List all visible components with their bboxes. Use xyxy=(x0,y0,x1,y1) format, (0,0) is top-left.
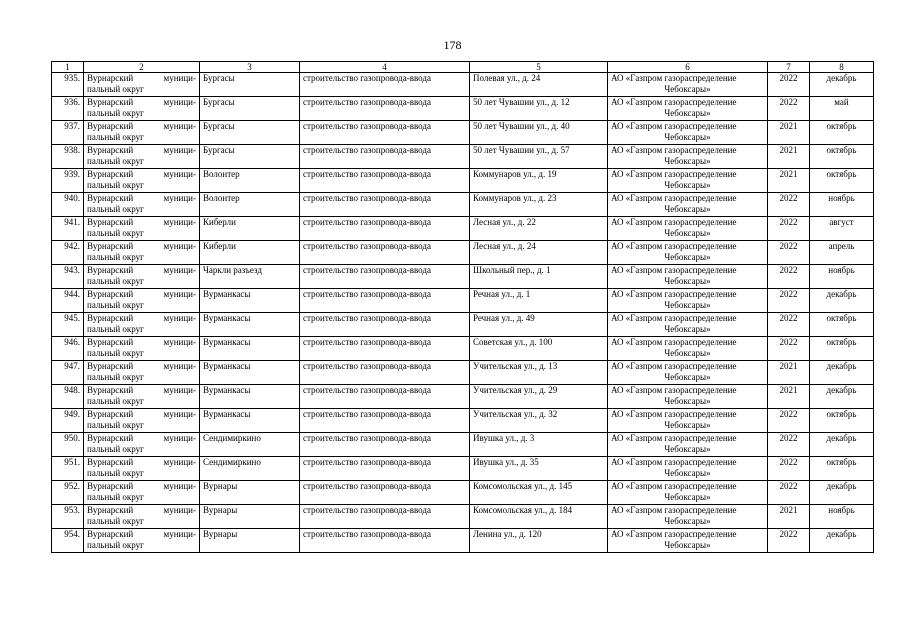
year-cell: 2022 xyxy=(768,97,810,121)
district-name: Вурнарский xyxy=(87,121,134,131)
organization-cell xyxy=(608,73,768,97)
month-cell: октябрь xyxy=(810,121,874,145)
row-number: 948. xyxy=(52,385,84,409)
organization-line1: АО «Газпром газораспределение xyxy=(611,217,737,227)
district-name: Вурнарский xyxy=(87,409,134,419)
table-row xyxy=(52,121,874,145)
organization-line1: АО «Газпром газораспределение xyxy=(611,505,737,515)
table-row xyxy=(52,529,874,553)
district-type-part2: пальный округ xyxy=(87,540,144,550)
month-cell: октябрь xyxy=(810,169,874,193)
organization-line2: Чебоксары» xyxy=(664,252,711,262)
year-cell: 2022 xyxy=(768,433,810,457)
district-type-part2: пальный округ xyxy=(87,204,144,214)
district-name: Вурнарский xyxy=(87,313,134,323)
row-number: 952. xyxy=(52,481,84,505)
settlement-cell: Бургасы xyxy=(200,73,300,97)
row-number: 939. xyxy=(52,169,84,193)
table-row xyxy=(52,97,874,121)
organization-line1: АО «Газпром газораспределение xyxy=(611,529,737,539)
work-type-cell: строительство газопровода-ввода xyxy=(300,193,470,217)
district-type-part2: пальный округ xyxy=(87,468,144,478)
organization-line2: Чебоксары» xyxy=(664,444,711,454)
organization-line2: Чебоксары» xyxy=(664,156,711,166)
month-cell: октябрь xyxy=(810,409,874,433)
district-type-part1: муници- xyxy=(163,121,196,131)
year-cell: 2022 xyxy=(768,289,810,313)
settlement-cell: Вурманкасы xyxy=(200,313,300,337)
district-type-part2: пальный округ xyxy=(87,516,144,526)
table-row xyxy=(52,145,874,169)
organization-line1: АО «Газпром газораспределение xyxy=(611,265,737,275)
table-row xyxy=(52,73,874,97)
row-number: 944. xyxy=(52,289,84,313)
organization-cell xyxy=(608,217,768,241)
work-type-cell: строительство газопровода-ввода xyxy=(300,97,470,121)
district-type-part2: пальный округ xyxy=(87,492,144,502)
column-header: 8 xyxy=(810,62,874,73)
district-type-part1: муници- xyxy=(163,145,196,155)
address-cell: Полевая ул., д. 24 xyxy=(470,73,608,97)
row-number: 954. xyxy=(52,529,84,553)
month-cell: октябрь xyxy=(810,457,874,481)
district-cell xyxy=(84,361,200,385)
work-type-cell: строительство газопровода-ввода xyxy=(300,145,470,169)
work-type-cell: строительство газопровода-ввода xyxy=(300,385,470,409)
address-cell: Ивушка ул., д. 35 xyxy=(470,457,608,481)
organization-line2: Чебоксары» xyxy=(664,108,711,118)
column-header: 6 xyxy=(608,62,768,73)
month-cell: апрель xyxy=(810,241,874,265)
district-type-part1: муници- xyxy=(163,97,196,107)
year-cell: 2021 xyxy=(768,145,810,169)
district-type-part2: пальный округ xyxy=(87,276,144,286)
month-cell: декабрь xyxy=(810,529,874,553)
district-cell xyxy=(84,505,200,529)
organization-cell xyxy=(608,145,768,169)
row-number: 936. xyxy=(52,97,84,121)
row-number: 950. xyxy=(52,433,84,457)
row-number: 947. xyxy=(52,361,84,385)
organization-line2: Чебоксары» xyxy=(664,420,711,430)
month-cell: декабрь xyxy=(810,433,874,457)
header-row xyxy=(52,62,874,73)
organization-line2: Чебоксары» xyxy=(664,492,711,502)
district-type-part1: муници- xyxy=(163,409,196,419)
organization-line2: Чебоксары» xyxy=(664,180,711,190)
district-cell xyxy=(84,529,200,553)
district-type-part2: пальный округ xyxy=(87,324,144,334)
organization-cell xyxy=(608,457,768,481)
month-cell: ноябрь xyxy=(810,265,874,289)
row-number: 942. xyxy=(52,241,84,265)
district-type-part1: муници- xyxy=(163,385,196,395)
table-row xyxy=(52,361,874,385)
year-cell: 2022 xyxy=(768,481,810,505)
district-name: Вурнарский xyxy=(87,529,134,539)
work-type-cell: строительство газопровода-ввода xyxy=(300,481,470,505)
district-type-part1: муници- xyxy=(163,193,196,203)
district-name: Вурнарский xyxy=(87,337,134,347)
organization-line2: Чебоксары» xyxy=(664,348,711,358)
district-type-part2: пальный округ xyxy=(87,180,144,190)
address-cell: 50 лет Чувашии ул., д. 12 xyxy=(470,97,608,121)
district-type-part1: муници- xyxy=(163,265,196,275)
month-cell: май xyxy=(810,97,874,121)
district-type-part1: муници- xyxy=(163,169,196,179)
district-type-part2: пальный округ xyxy=(87,156,144,166)
district-type-part2: пальный округ xyxy=(87,84,144,94)
district-name: Вурнарский xyxy=(87,265,134,275)
district-cell xyxy=(84,433,200,457)
row-number: 945. xyxy=(52,313,84,337)
organization-line2: Чебоксары» xyxy=(664,516,711,526)
work-type-cell: строительство газопровода-ввода xyxy=(300,241,470,265)
district-cell xyxy=(84,97,200,121)
month-cell: декабрь xyxy=(810,289,874,313)
work-type-cell: строительство газопровода-ввода xyxy=(300,337,470,361)
organization-cell xyxy=(608,97,768,121)
organization-line2: Чебоксары» xyxy=(664,132,711,142)
organization-line2: Чебоксары» xyxy=(664,324,711,334)
district-name: Вурнарский xyxy=(87,289,134,299)
work-type-cell: строительство газопровода-ввода xyxy=(300,265,470,289)
address-cell: Советская ул., д. 100 xyxy=(470,337,608,361)
work-type-cell: строительство газопровода-ввода xyxy=(300,289,470,313)
district-name: Вурнарский xyxy=(87,457,134,467)
organization-cell xyxy=(608,121,768,145)
table-row xyxy=(52,241,874,265)
year-cell: 2022 xyxy=(768,409,810,433)
settlement-cell: Сендимиркино xyxy=(200,433,300,457)
table-body xyxy=(52,73,874,553)
settlement-cell: Бургасы xyxy=(200,145,300,169)
organization-line2: Чебоксары» xyxy=(664,372,711,382)
organization-line1: АО «Газпром газораспределение xyxy=(611,193,737,203)
organization-cell xyxy=(608,505,768,529)
district-cell xyxy=(84,73,200,97)
table-row xyxy=(52,457,874,481)
row-number: 935. xyxy=(52,73,84,97)
settlement-cell: Бургасы xyxy=(200,121,300,145)
table-row xyxy=(52,481,874,505)
address-cell: Коммунаров ул., д. 23 xyxy=(470,193,608,217)
table-row xyxy=(52,169,874,193)
district-name: Вурнарский xyxy=(87,169,134,179)
column-header: 2 xyxy=(84,62,200,73)
table-row xyxy=(52,193,874,217)
address-cell: Речная ул., д. 1 xyxy=(470,289,608,313)
work-type-cell: строительство газопровода-ввода xyxy=(300,409,470,433)
organization-line1: АО «Газпром газораспределение xyxy=(611,481,737,491)
district-type-part1: муници- xyxy=(163,313,196,323)
organization-line1: АО «Газпром газораспределение xyxy=(611,289,737,299)
organization-line2: Чебоксары» xyxy=(664,468,711,478)
district-type-part1: муници- xyxy=(163,433,196,443)
settlement-cell: Вурманкасы xyxy=(200,289,300,313)
organization-cell xyxy=(608,481,768,505)
column-header: 3 xyxy=(200,62,300,73)
year-cell: 2022 xyxy=(768,337,810,361)
district-type-part2: пальный округ xyxy=(87,348,144,358)
district-cell xyxy=(84,313,200,337)
month-cell: октябрь xyxy=(810,313,874,337)
district-type-part2: пальный округ xyxy=(87,444,144,454)
district-type-part1: муници- xyxy=(163,337,196,347)
address-cell: Ивушка ул., д. 3 xyxy=(470,433,608,457)
work-type-cell: строительство газопровода-ввода xyxy=(300,529,470,553)
organization-line1: АО «Газпром газораспределение xyxy=(611,457,737,467)
organization-cell xyxy=(608,337,768,361)
table-row xyxy=(52,385,874,409)
district-cell xyxy=(84,121,200,145)
page-number: 178 xyxy=(443,38,462,52)
address-cell: Учительская ул., д. 29 xyxy=(470,385,608,409)
month-cell: август xyxy=(810,217,874,241)
year-cell: 2022 xyxy=(768,265,810,289)
address-cell: Коммунаров ул., д. 19 xyxy=(470,169,608,193)
year-cell: 2021 xyxy=(768,385,810,409)
settlement-cell: Вурманкасы xyxy=(200,385,300,409)
organization-line2: Чебоксары» xyxy=(664,300,711,310)
organization-line2: Чебоксары» xyxy=(664,540,711,550)
organization-cell xyxy=(608,385,768,409)
address-cell: Школьный пер., д. 1 xyxy=(470,265,608,289)
district-type-part1: муници- xyxy=(163,361,196,371)
column-header: 7 xyxy=(768,62,810,73)
district-type-part2: пальный округ xyxy=(87,420,144,430)
row-number: 946. xyxy=(52,337,84,361)
district-type-part2: пальный округ xyxy=(87,228,144,238)
organization-line1: АО «Газпром газораспределение xyxy=(611,385,737,395)
year-cell: 2021 xyxy=(768,361,810,385)
year-cell: 2022 xyxy=(768,457,810,481)
organization-line2: Чебоксары» xyxy=(664,204,711,214)
row-number: 937. xyxy=(52,121,84,145)
organization-cell xyxy=(608,265,768,289)
settlement-cell: Волонтер xyxy=(200,169,300,193)
organization-cell xyxy=(608,409,768,433)
table-row xyxy=(52,289,874,313)
year-cell: 2021 xyxy=(768,169,810,193)
work-type-cell: строительство газопровода-ввода xyxy=(300,313,470,337)
address-cell: 50 лет Чувашии ул., д. 57 xyxy=(470,145,608,169)
organization-line1: АО «Газпром газораспределение xyxy=(611,433,737,443)
year-cell: 2022 xyxy=(768,73,810,97)
year-cell: 2022 xyxy=(768,313,810,337)
row-number: 938. xyxy=(52,145,84,169)
work-type-cell: строительство газопровода-ввода xyxy=(300,73,470,97)
table-row xyxy=(52,313,874,337)
year-cell: 2022 xyxy=(768,217,810,241)
district-cell xyxy=(84,145,200,169)
organization-cell xyxy=(608,289,768,313)
table-row xyxy=(52,217,874,241)
address-cell: Учительская ул., д. 13 xyxy=(470,361,608,385)
settlement-cell: Сендимиркино xyxy=(200,457,300,481)
district-type-part2: пальный округ xyxy=(87,132,144,142)
settlement-cell: Вурнары xyxy=(200,505,300,529)
row-number: 949. xyxy=(52,409,84,433)
district-cell xyxy=(84,193,200,217)
year-cell: 2021 xyxy=(768,505,810,529)
year-cell: 2021 xyxy=(768,121,810,145)
work-type-cell: строительство газопровода-ввода xyxy=(300,433,470,457)
registry-table xyxy=(51,61,874,553)
row-number: 951. xyxy=(52,457,84,481)
month-cell: октябрь xyxy=(810,145,874,169)
organization-cell xyxy=(608,193,768,217)
district-name: Вурнарский xyxy=(87,145,134,155)
settlement-cell: Вурнары xyxy=(200,529,300,553)
district-name: Вурнарский xyxy=(87,217,134,227)
district-name: Вурнарский xyxy=(87,73,134,83)
address-cell: 50 лет Чувашии ул., д. 40 xyxy=(470,121,608,145)
address-cell: Ленина ул., д. 120 xyxy=(470,529,608,553)
organization-line1: АО «Газпром газораспределение xyxy=(611,169,737,179)
organization-line1: АО «Газпром газораспределение xyxy=(611,313,737,323)
organization-line1: АО «Газпром газораспределение xyxy=(611,121,737,131)
organization-line1: АО «Газпром газораспределение xyxy=(611,145,737,155)
settlement-cell: Киберли xyxy=(200,217,300,241)
row-number: 953. xyxy=(52,505,84,529)
address-cell: Лесная ул., д. 22 xyxy=(470,217,608,241)
address-cell: Речная ул., д. 49 xyxy=(470,313,608,337)
district-name: Вурнарский xyxy=(87,481,134,491)
organization-line1: АО «Газпром газораспределение xyxy=(611,361,737,371)
work-type-cell: строительство газопровода-ввода xyxy=(300,361,470,385)
table-row xyxy=(52,433,874,457)
organization-cell xyxy=(608,433,768,457)
settlement-cell: Чаркли разъезд xyxy=(200,265,300,289)
month-cell: декабрь xyxy=(810,73,874,97)
organization-line2: Чебоксары» xyxy=(664,84,711,94)
organization-line1: АО «Газпром газораспределение xyxy=(611,337,737,347)
district-cell xyxy=(84,409,200,433)
organization-cell xyxy=(608,169,768,193)
month-cell: декабрь xyxy=(810,385,874,409)
table-row xyxy=(52,409,874,433)
year-cell: 2022 xyxy=(768,241,810,265)
organization-line2: Чебоксары» xyxy=(664,228,711,238)
organization-line1: АО «Газпром газораспределение xyxy=(611,241,737,251)
year-cell: 2022 xyxy=(768,529,810,553)
settlement-cell: Вурманкасы xyxy=(200,337,300,361)
work-type-cell: строительство газопровода-ввода xyxy=(300,505,470,529)
district-cell xyxy=(84,481,200,505)
district-cell xyxy=(84,265,200,289)
settlement-cell: Вурманкасы xyxy=(200,409,300,433)
address-cell: Комсомольская ул., д. 184 xyxy=(470,505,608,529)
row-number: 940. xyxy=(52,193,84,217)
work-type-cell: строительство газопровода-ввода xyxy=(300,169,470,193)
district-name: Вурнарский xyxy=(87,505,134,515)
settlement-cell: Вурнары xyxy=(200,481,300,505)
year-cell: 2022 xyxy=(768,193,810,217)
organization-cell xyxy=(608,529,768,553)
month-cell: ноябрь xyxy=(810,193,874,217)
district-cell xyxy=(84,337,200,361)
work-type-cell: строительство газопровода-ввода xyxy=(300,457,470,481)
district-type-part1: муници- xyxy=(163,73,196,83)
district-name: Вурнарский xyxy=(87,385,134,395)
district-cell xyxy=(84,385,200,409)
district-type-part2: пальный округ xyxy=(87,300,144,310)
row-number: 943. xyxy=(52,265,84,289)
organization-line2: Чебоксары» xyxy=(664,396,711,406)
organization-cell xyxy=(608,313,768,337)
district-type-part2: пальный округ xyxy=(87,108,144,118)
table-row xyxy=(52,505,874,529)
work-type-cell: строительство газопровода-ввода xyxy=(300,121,470,145)
district-cell xyxy=(84,241,200,265)
address-cell: Лесная ул., д. 24 xyxy=(470,241,608,265)
settlement-cell: Вурманкасы xyxy=(200,361,300,385)
district-type-part1: муници- xyxy=(163,289,196,299)
district-type-part2: пальный округ xyxy=(87,252,144,262)
district-type-part1: муници- xyxy=(163,217,196,227)
organization-line1: АО «Газпром газораспределение xyxy=(611,97,737,107)
organization-line2: Чебоксары» xyxy=(664,276,711,286)
address-cell: Учительская ул., д. 32 xyxy=(470,409,608,433)
work-type-cell: строительство газопровода-ввода xyxy=(300,217,470,241)
district-type-part1: муници- xyxy=(163,529,196,539)
district-type-part1: муници- xyxy=(163,481,196,491)
district-cell xyxy=(84,169,200,193)
settlement-cell: Волонтер xyxy=(200,193,300,217)
table-row xyxy=(52,337,874,361)
table-row xyxy=(52,265,874,289)
address-cell: Комсомольская ул., д. 145 xyxy=(470,481,608,505)
column-header: 5 xyxy=(470,62,608,73)
district-type-part2: пальный округ xyxy=(87,372,144,382)
column-header: 4 xyxy=(300,62,470,73)
district-cell xyxy=(84,289,200,313)
district-name: Вурнарский xyxy=(87,241,134,251)
month-cell: декабрь xyxy=(810,481,874,505)
settlement-cell: Бургасы xyxy=(200,97,300,121)
month-cell: декабрь xyxy=(810,361,874,385)
month-cell: ноябрь xyxy=(810,505,874,529)
district-type-part1: муници- xyxy=(163,457,196,467)
district-cell xyxy=(84,457,200,481)
district-type-part1: муници- xyxy=(163,505,196,515)
district-name: Вурнарский xyxy=(87,97,134,107)
column-header: 1 xyxy=(52,62,84,73)
month-cell: октябрь xyxy=(810,337,874,361)
district-type-part2: пальный округ xyxy=(87,396,144,406)
organization-line1: АО «Газпром газораспределение xyxy=(611,73,737,83)
district-cell xyxy=(84,217,200,241)
district-name: Вурнарский xyxy=(87,193,134,203)
district-type-part1: муници- xyxy=(163,241,196,251)
organization-cell xyxy=(608,241,768,265)
organization-line1: АО «Газпром газораспределение xyxy=(611,409,737,419)
organization-cell xyxy=(608,361,768,385)
settlement-cell: Киберли xyxy=(200,241,300,265)
row-number: 941. xyxy=(52,217,84,241)
district-name: Вурнарский xyxy=(87,433,134,443)
district-name: Вурнарский xyxy=(87,361,134,371)
